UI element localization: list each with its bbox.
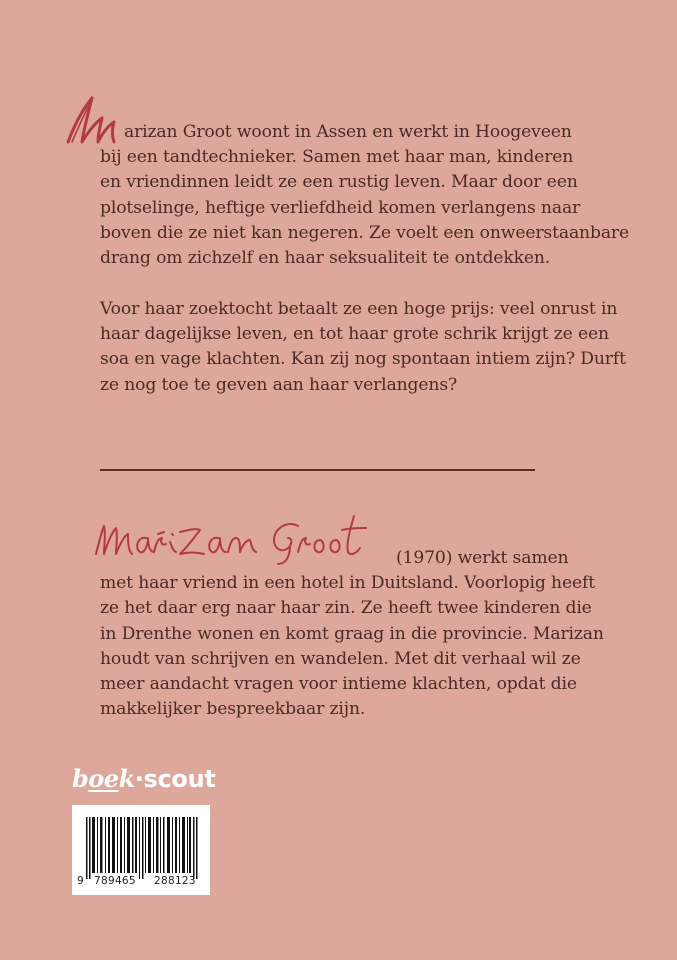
logo-scout: ·scout xyxy=(134,765,216,793)
blurb-line: soa en vage klachten. Kan zij nog spontaan intiem zijn? Durft xyxy=(100,349,626,370)
blurb-line: en vriendinnen leidt ze een rustig leven. Maar door een xyxy=(100,172,578,193)
author-bio-year: (1970) werkt samen xyxy=(396,548,569,568)
publisher-logo xyxy=(72,765,216,793)
blurb-paragraph-2 xyxy=(100,297,626,398)
blurb-paragraph-1 xyxy=(100,120,630,271)
blurb-line: Voor haar zoektocht betaalt ze een hoge prijs: veel onrust in xyxy=(100,299,618,319)
blurb-line: haar dagelijkse leven, en tot haar grote schrik krijgt ze een xyxy=(100,324,609,345)
blurb-line: drang om zichzelf en haar seksualiteit te ontdekken. xyxy=(100,248,551,269)
isbn-left-group: 789465 xyxy=(94,875,136,887)
blurb-line: boven die ze niet kan negeren. Ze voelt een onweerstaanbare xyxy=(100,222,630,243)
blurb-line: bij een tandtechnieker. Samen met haar man, kinderen xyxy=(100,147,574,168)
bio-line: makkelijker bespreekbaar zijn. xyxy=(100,699,366,720)
isbn-digits xyxy=(72,875,210,891)
bio-line: houdt van schrijven en wandelen. Met dit verhaal wil ze xyxy=(100,648,581,669)
logo-oe: oe xyxy=(88,764,119,793)
bio-line: in Drenthe wonen en komt graag in die provincie. Marizan xyxy=(100,623,604,644)
logo-k: k xyxy=(118,764,135,793)
bio-line: ze het daar erg naar haar zin. Ze heeft twee kinderen die xyxy=(100,598,592,619)
logo-boek xyxy=(72,764,135,793)
isbn-lead-digit: 9 xyxy=(77,875,84,887)
blurb-line: ze nog toe te geven aan haar verlangens? xyxy=(100,374,458,395)
author-bio xyxy=(100,546,620,722)
blurb-line: arizan Groot woont in Assen en werkt in Hoogeveen xyxy=(124,122,572,142)
logo-b: b xyxy=(72,764,89,793)
bio-line: meer aandacht vragen voor intieme klachten, opdat die xyxy=(100,674,577,695)
bio-line: met haar vriend in een hotel in Duitsland. Voorlopig heeft xyxy=(100,573,595,594)
isbn-barcode xyxy=(72,805,210,895)
blurb-line: plotselinge, heftige verliefdheid komen verlangens naar xyxy=(100,197,581,218)
divider-line xyxy=(100,469,535,471)
isbn-right-group: 288123 xyxy=(154,875,196,887)
